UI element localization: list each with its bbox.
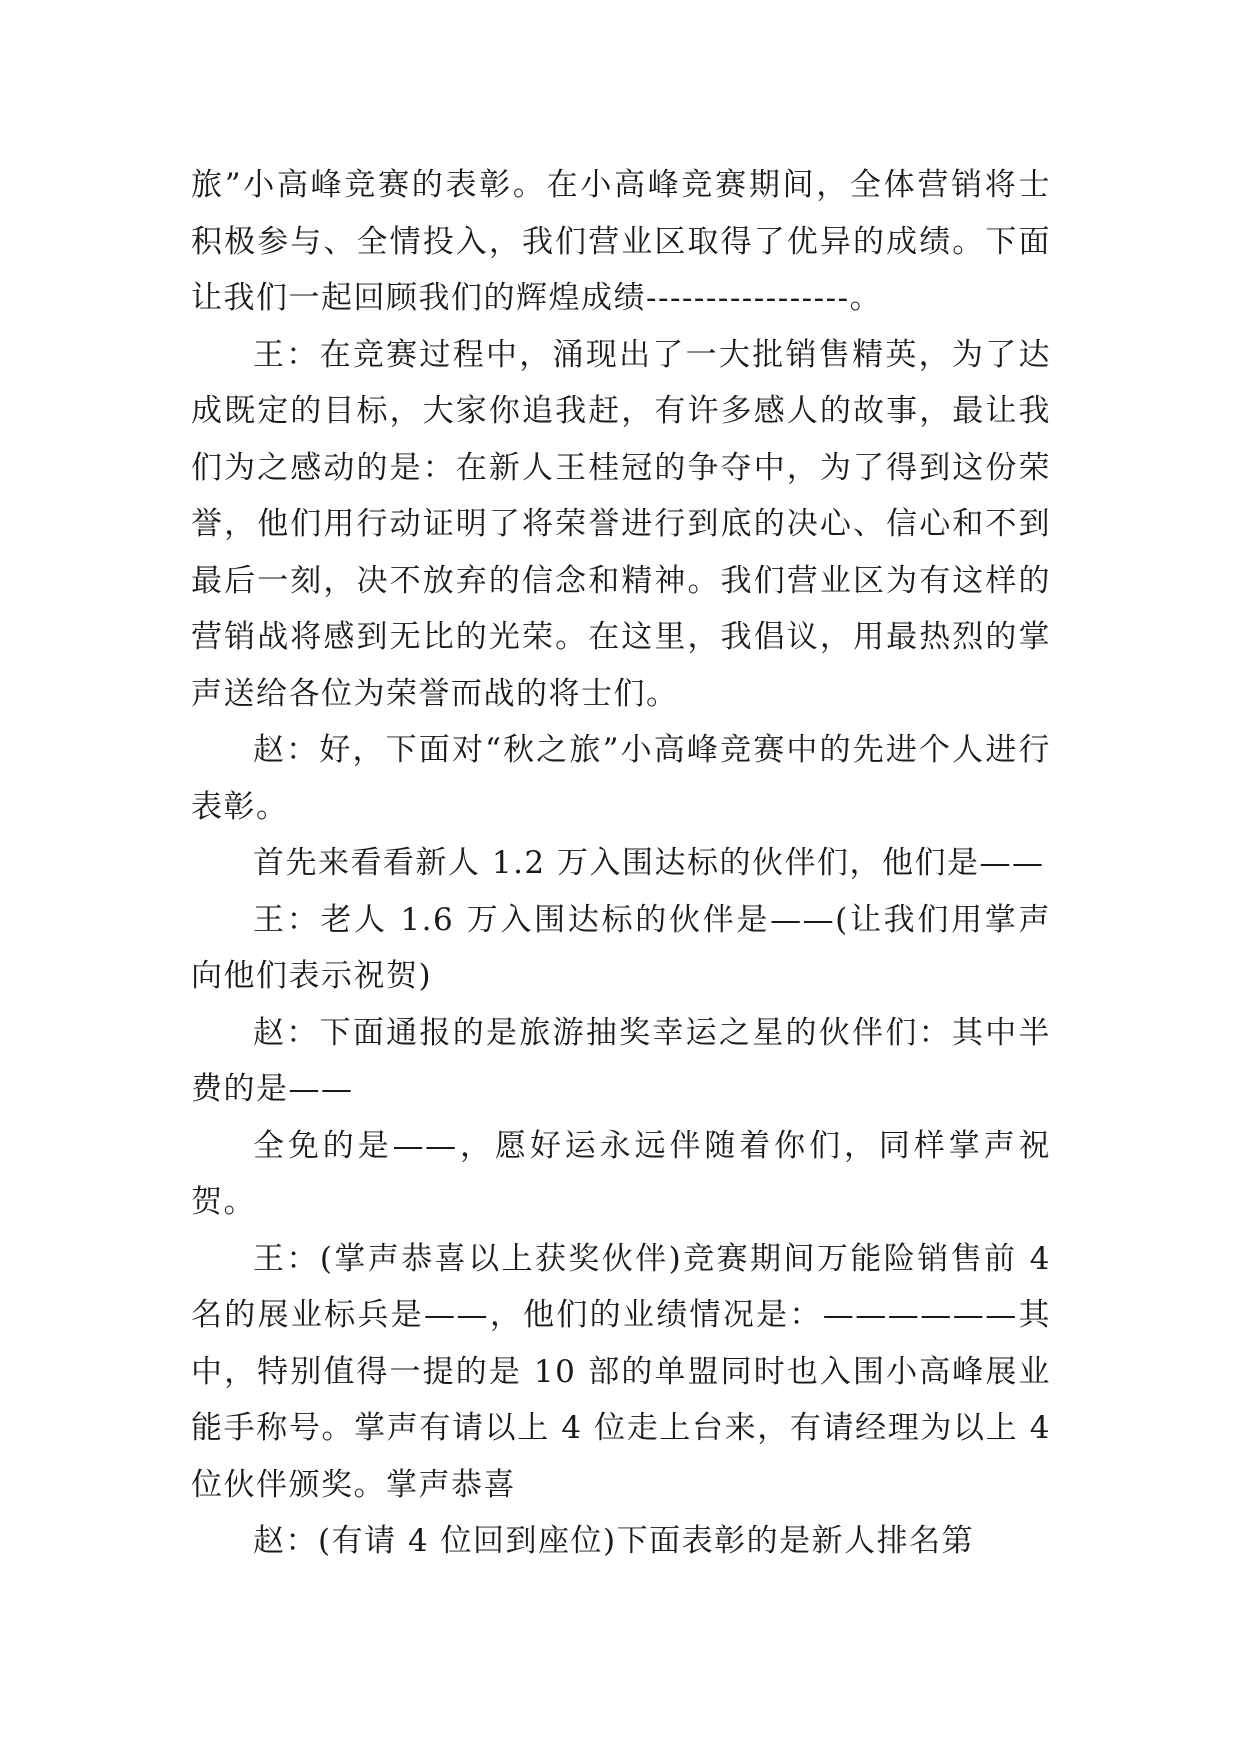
paragraph-zhao-lucky-stars: 赵：下面通报的是旅游抽奖幸运之星的伙伴们：其中半费的是—— — [191, 1014, 1051, 1107]
paragraph-zhao-speech-1: 赵：好，下面对“秋之旅”小高峰竞赛中的先进个人进行表彰。 — [191, 732, 1051, 825]
paragraph-full-waiver: 全免的是——，愿好运永远伴随着你们，同样掌声祝贺。 — [191, 1127, 1051, 1220]
paragraph-wang-speech-1: 王：在竞赛过程中，涌现出了一大批销售精英，为了达成既定的目标，大家你追我赶，有许多感人的故事，最让我们为之感动的是：在新人王桂冠的争夺中，为了得到这份荣誉，他们用行动证明了将荣誉进行到底的决心、信心和不到最后一刻，决不放弃的信念和精神。我们营业区为有这样的营销战将感到无比的光荣。在这里，我倡议，用最热烈的掌声送给各位为荣誉而战的将士们。 — [191, 336, 1051, 712]
paragraph-wang-top-sellers: 王：(掌声恭喜以上获奖伙伴)竞赛期间万能险销售前 4 名的展业标兵是——，他们的业绩情况是：——————其中，特别值得一提的是 10 部的单盟同时也入围小高峰展业能手称号。掌声有请以上 4 位走上台来，有请经理为以上 4 位伙伴颁奖。掌声恭喜 — [191, 1240, 1051, 1503]
paragraph-continuation: 旅”小高峰竞赛的表彰。在小高峰竞赛期间，全体营销将士积极参与、全情投入，我们营业区取得了优异的成绩。下面让我们一起回顾我们的辉煌成绩-----------------。 — [191, 167, 1051, 316]
paragraph-zhao-newcomer-ranking: 赵：(有请 4 位回到座位)下面表彰的是新人排名第 — [253, 1523, 975, 1559]
paragraph-wang-veteran-qualifiers: 王：老人 1.6 万入围达标的伙伴是——(让我们用掌声向他们表示祝贺) — [191, 901, 1051, 994]
document-body — [191, 157, 1051, 1570]
paragraph-newcomer-qualifiers: 首先来看看新人 1.2 万入围达标的伙伴们，他们是—— — [253, 845, 1045, 881]
